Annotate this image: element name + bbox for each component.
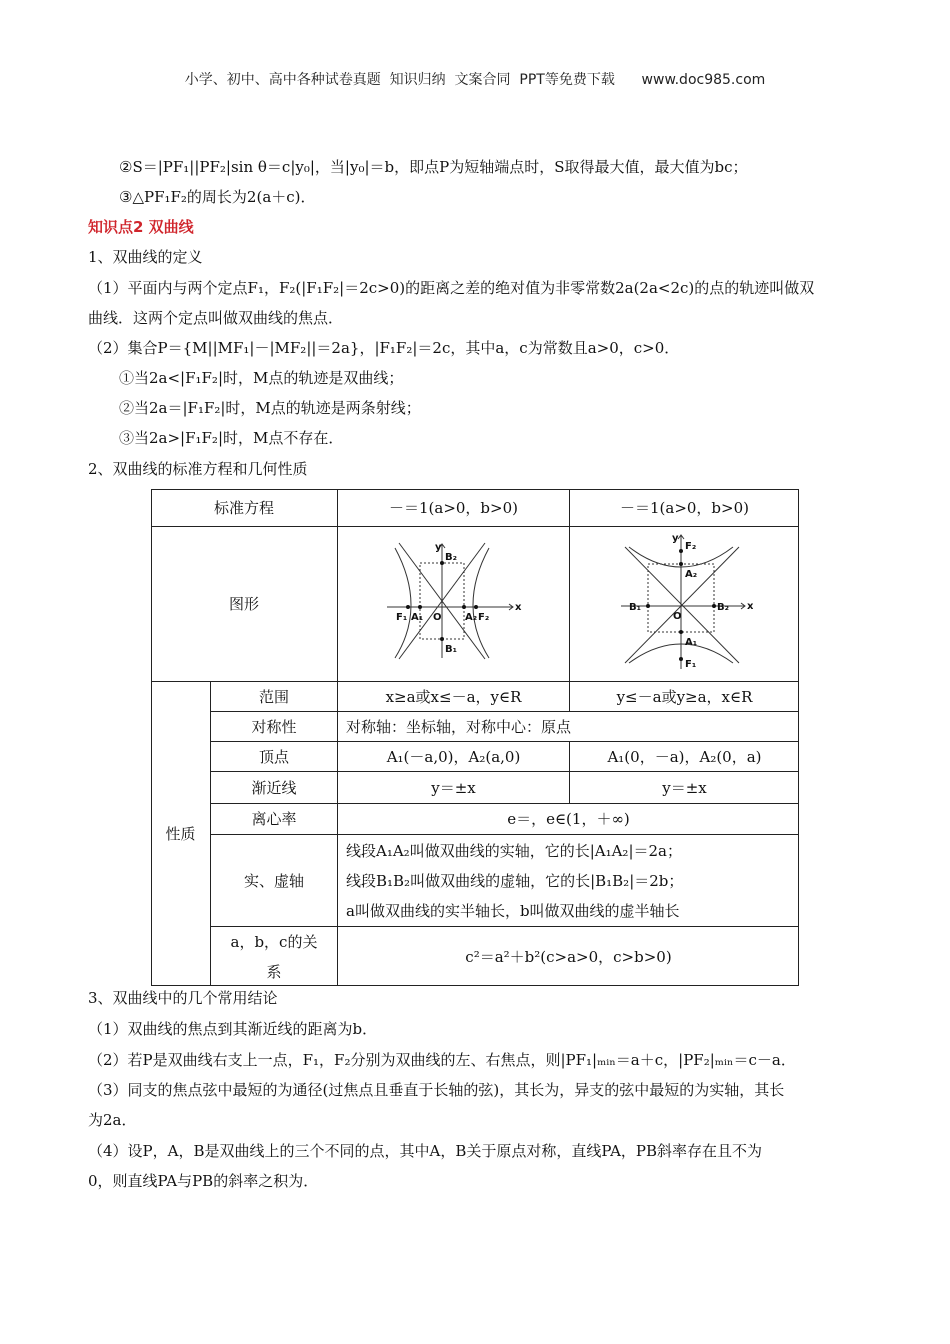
fig1-a1-label: A₁: [411, 612, 424, 623]
definition-1-line-2: 曲线．这两个定点叫做双曲线的焦点．: [88, 309, 344, 327]
fig1-a2-label: A₂: [465, 612, 478, 623]
fig2-b1-label: B₁: [629, 602, 642, 613]
fig2-b2-label: B₂: [717, 602, 730, 613]
definition-2-case-2: ②当2a＝|F₁F₂|时，M点的轨迹是两条射线；: [119, 399, 421, 417]
abc-relation-label: [211, 927, 337, 986]
definition-2-case-3: ③当2a>|F₁F₂|时，M点不存在．: [119, 429, 344, 447]
abc-relation-label-line-2: 系: [266, 962, 282, 981]
fig1-f2-label: F₂: [478, 612, 490, 623]
imaginary-axis-line: 线段B₁B₂叫做双曲线的虚轴，它的长|B₁B₂|＝2b；: [346, 871, 684, 890]
page-header: 小学、初中、高中各种试卷真题 知识归纳 文案合同 PPT等免费下载 www.doc985.com: [184, 72, 766, 88]
definition-1-line-1: （1）平面内与两个定点F₁，F₂(|F₁F₂|＝2c>0)的距离之差的绝对值为非零常数2a(2a<2c)的点的轨迹叫做双: [88, 279, 815, 297]
range-x-value: x≥a或x≤－a，y∈R: [385, 687, 522, 706]
symmetry-value: 对称轴：坐标轴，对称中心：原点: [346, 717, 572, 736]
fig2-a2-label: A₂: [685, 569, 698, 580]
abc-relation-label-line-1: a，b，c的关: [230, 932, 318, 951]
fig2-x-label: x: [747, 601, 753, 612]
axis-value: [338, 835, 799, 926]
fig2-origin-label: O: [673, 611, 682, 622]
conclusion-2: （2）若P是双曲线右支上一点，F₁，F₂分别为双曲线的左、右焦点，则|PF₁|ₘᵢₙ＝a＋c，|PF₂|ₘᵢₙ＝c－a．: [88, 1051, 796, 1069]
ellipse-property-3: ③△PF₁F₂的周长为2(a＋c)．: [119, 188, 316, 206]
vertex-label: 顶点: [258, 747, 289, 766]
fig1-b1-label: B₁: [445, 644, 458, 655]
axis-label: 实、虚轴: [243, 871, 304, 890]
abc-relation-value: c²＝a²＋b²(c>a>0，c>b>0): [465, 947, 672, 966]
eccentricity-value: e＝，e∈(1，＋∞): [507, 810, 630, 828]
range-label: 范围: [258, 687, 289, 706]
asymptote-y-value: y＝±x: [662, 778, 707, 797]
definition-2-case-1: ①当2a<|F₁F₂|时，M点的轨迹是双曲线；: [119, 369, 404, 387]
conclusion-4-line-2: 0，则直线PA与PB的斜率之积为．: [88, 1172, 319, 1190]
ellipse-property-2: ②S＝|PF₁||PF₂|sin θ＝c|y₀|，当|y₀|＝b，即点P为短轴端点时，S取得最大值，最大值为bc；: [119, 158, 748, 176]
symmetry-label: 对称性: [251, 717, 297, 736]
definition-2: （2）集合P＝{M||MF₁|－|MF₂||＝2a}，|F₁F₂|＝2c，其中a，c为常数且a>0，c>0．: [88, 339, 680, 357]
asymptote-x-value: y＝±x: [431, 778, 476, 797]
fig1-x-label: x: [515, 602, 522, 613]
figure-label: 图形: [228, 595, 259, 613]
real-axis-line: 线段A₁A₂叫做双曲线的实轴，它的长|A₁A₂|＝2a；: [346, 841, 682, 860]
fig1-b2-label: B₂: [445, 552, 458, 563]
section-title: 知识点2 双曲线: [88, 218, 194, 236]
conclusion-3-line-2: 为2a．: [88, 1111, 137, 1129]
header-standard-equation: 标准方程: [213, 498, 274, 517]
fig1-origin-label: O: [433, 612, 442, 623]
definition-title: 1、双曲线的定义: [88, 248, 203, 266]
conclusion-4-line-1: （4）设P，A，B是双曲线上的三个不同的点，其中A，B关于原点对称，直线PA，PB斜率存在且不为: [88, 1142, 763, 1160]
asymptote-label: 渐近线: [251, 778, 297, 797]
fig1-f1-label: F₁: [396, 612, 408, 623]
conclusion-1: （1）双曲线的焦点到其渐近线的距离为b．: [88, 1020, 378, 1038]
header-equation-x-axis: －＝1(a>0，b>0): [388, 498, 519, 517]
range-y-value: y≤－a或y≥a，x∈R: [616, 687, 753, 706]
semi-axis-line: a叫做双曲线的实半轴长，b叫做双曲线的虚半轴长: [346, 901, 680, 920]
fig2-a1-label: A₁: [685, 637, 698, 648]
vertex-y-value: A₁(0，－a)，A₂(0，a): [607, 747, 762, 766]
fig1-y-label: y: [435, 542, 442, 553]
vertex-x-value: A₁(－a,0)，A₂(a,0): [386, 747, 521, 766]
standard-equation-title: 2、双曲线的标准方程和几何性质: [88, 460, 308, 478]
hyperbola-properties-table: [151, 489, 799, 986]
conclusion-3-line-1: （3）同支的焦点弦中最短的为通径(过焦点且垂直于长轴的弦)，其长为，异支的弦中最短的为实轴，其长: [88, 1081, 785, 1099]
fig2-f1-label: F₁: [685, 659, 697, 670]
fig2-f2-label: F₂: [685, 541, 697, 552]
conclusions-title: 3、双曲线中的几个常用结论: [88, 989, 278, 1007]
header-equation-y-axis: －＝1(a>0，b>0): [619, 498, 750, 517]
hyperbola-x-figure: [385, 538, 525, 660]
hyperbola-y-figure: [617, 531, 753, 671]
eccentricity-label: 离心率: [251, 810, 297, 828]
fig2-y-label: y: [672, 533, 679, 544]
properties-label: 性质: [165, 825, 196, 843]
